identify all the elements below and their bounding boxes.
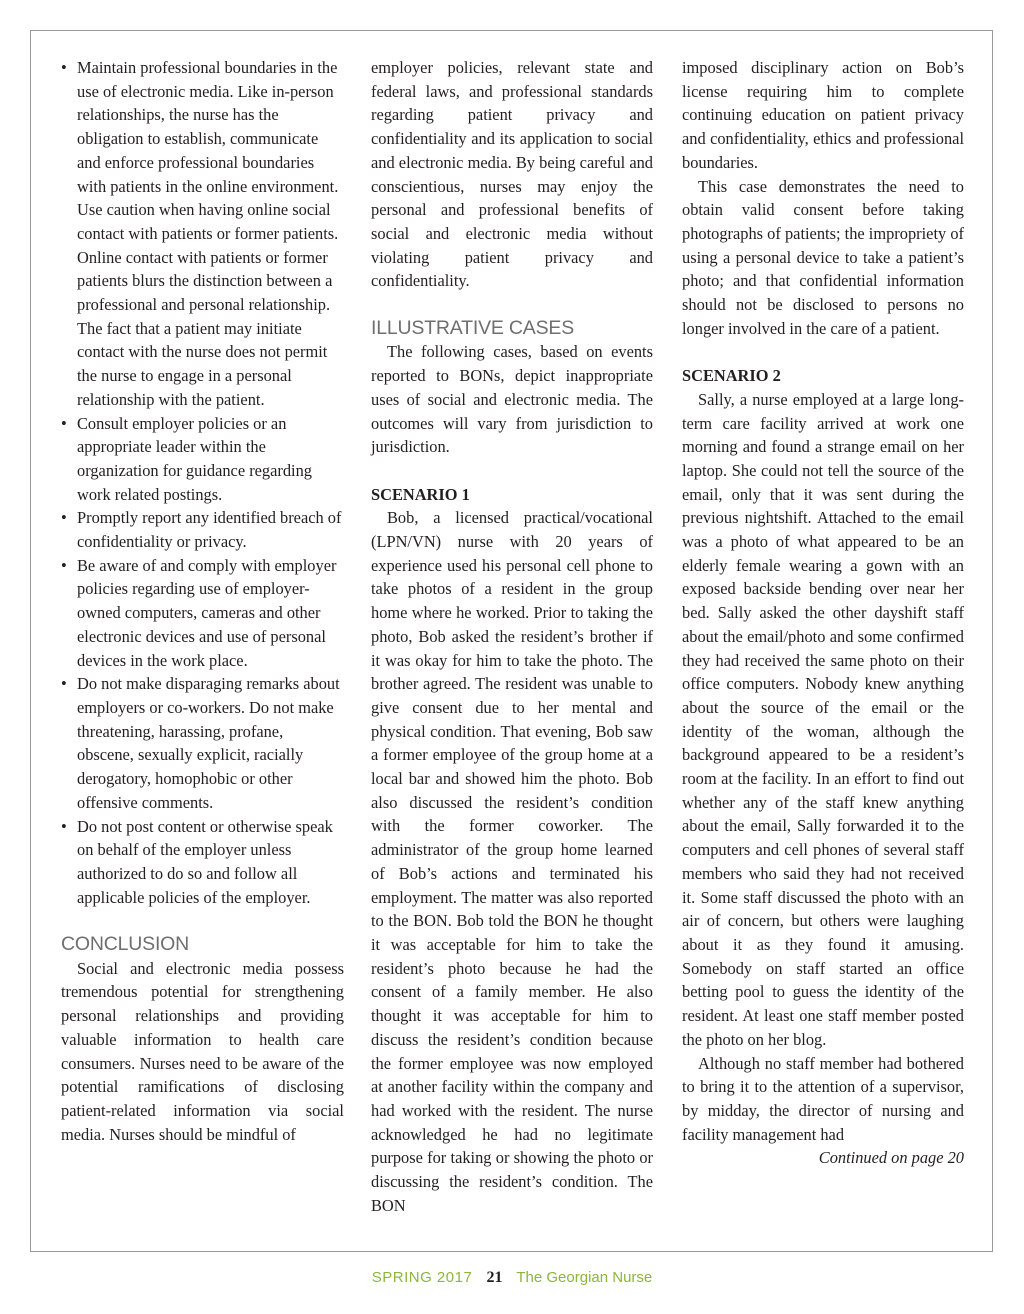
list-item: • Do not make disparaging remarks about employers or co-workers. Do not make threatening, harassing, profane, obscene, sexually explicit, racially derogatory, homophobic or other offensive comments. [61,672,344,814]
page-footer [0,1268,1024,1288]
list-item: • Consult employer policies or an appropriate leader within the organization for guidance regarding work related postings. [61,412,344,507]
list-item: • Do not post content or otherwise speak on behalf of the employer unless authorized to do so and follow all applicable policies of the employer. [61,815,344,910]
scenario-2-paragraph-2: Although no staff member had bothered to bring it to the attention of a supervisor, by midday, the director of nursing and facility management had [682,1053,964,1144]
magazine-title: The Georgian Nurse [516,1269,653,1286]
scenario-2-paragraph: Sally, a nurse employed at a large long-term care facility arrived at work one morning and found a strange email on her laptop. She could not tell the source of the email, only that it was sent during the previous nightshift. Attached to the email was a photo of what appeared to be an elderly female wearing a gown with an exposed backside bending over near her bed. Sally asked the other dayshift staff about the email/photo and some confirmed they had received the same photo on their office computers. Nobody knew anything about the source of the email or the identity of the woman, although the background appeared to be a resident’s room at the facility. In an effort to find out whether any of the staff knew anything about the email, Sally forwarded it to the computers and cell phones of several staff members who said they had not received it. Some staff discussed the photo with an air of concern, but others were laughing about it as they found it amusing. Somebody on staff started an office betting pool to guess the identity of the resident. At least one staff member posted the photo on her blog. [682,389,964,1049]
page-number: 21 [486,1269,503,1286]
scenario-1-paragraph: Bob, a licensed practical/vocational (LPN/VN) nurse with 20 years of experience used his personal cell phone to take photos of a resident in the group home where he worked. Prior to taking the photo, Bob asked the resident’s brother if it was okay for him to take the photo. The brother agreed. The resident was unable to give consent due to her mental and physical condition. That evening, Bob saw a former employee of the group home at a local bar and showed him the photo. Bob also discussed the resident’s condition with the former coworker. The administrator of the group home learned of Bob’s actions and terminated his employment. The matter was also reported to the BON. Bob told the BON he thought it was acceptable for him to take the resident’s photo because he had the consent of a family member. He also thought it was acceptable for him to discuss the resident’s condition because the former employee was now employed at another facility within the company and had worked with the resident. The nurse acknowledged he had no legitimate purpose for taking or showing the photo or discussing the resident’s condition. The BON [371,508,653,1215]
cases-intro-paragraph: The following cases, based on events reported to BONs, depict inappropriate uses of social and electronic media. The outcomes will vary from jurisdiction to jurisdiction. [371,342,653,457]
conclusion-heading: CONCLUSION [61,933,190,955]
conclusion-paragraph: Social and electronic media possess tremendous potential for strengthening personal relationships and providing valuable information to health care consumers. Nurses need to be aware of the potential ramifications of disclosing patient-related information via social media. Nurses should be mindful of [61,958,344,1144]
column-1 [61,56,344,1146]
list-item: • Be aware of and comply with employer policies regarding use of employer-owned computers, cameras and other electronic devices and use of personal devices in the work place. [61,554,344,673]
scenario-2-heading: SCENARIO 2 [682,366,781,386]
column-2 [371,56,653,1217]
illustrative-cases-heading: ILLUSTRATIVE CASES [371,316,575,339]
issue-season: SPRING 2017 [371,1269,473,1286]
conclusion-continued-paragraph: employer policies, relevant state and federal laws, and professional standards regarding patient privacy and confidentiality and its application to social and electronic media. By being careful and conscientious, nurses may enjoy the personal and professional benefits of social and electronic media without violating patient privacy and confidentiality. [371,58,653,291]
continued-note: Continued on page 20 [818,1148,964,1168]
scenario-1-heading: SCENARIO 1 [371,484,470,504]
column-3 [682,56,964,1170]
list-item: • Promptly report any identified breach of confidentiality or privacy. [61,506,344,553]
list-item: • Maintain professional boundaries in the use of electronic media. Like in-person relationships, the nurse has the obligation to establish, communicate and enforce professional boundaries with patients in the online environment. Use caution when having online social contact with patients or former patients. Online contact with patients or former patients blurs the distinction between a professional and personal relationship. The fact that a patient may initiate contact with the nurse does not permit the nurse to engage in a personal relationship with the patient. [61,56,344,412]
scenario-1-end-paragraph: imposed disciplinary action on Bob’s license requiring him to complete continuing education on patient privacy and confidentiality, ethics and professional boundaries. [682,58,964,172]
lesson-paragraph: This case demonstrates the need to obtain valid consent before taking photographs of patients; the impropriety of using a personal device to take a patient’s photo; and that confidential information should not be disclosed to persons no longer involved in the care of a patient. [682,176,964,338]
guidelines-list [61,56,344,909]
